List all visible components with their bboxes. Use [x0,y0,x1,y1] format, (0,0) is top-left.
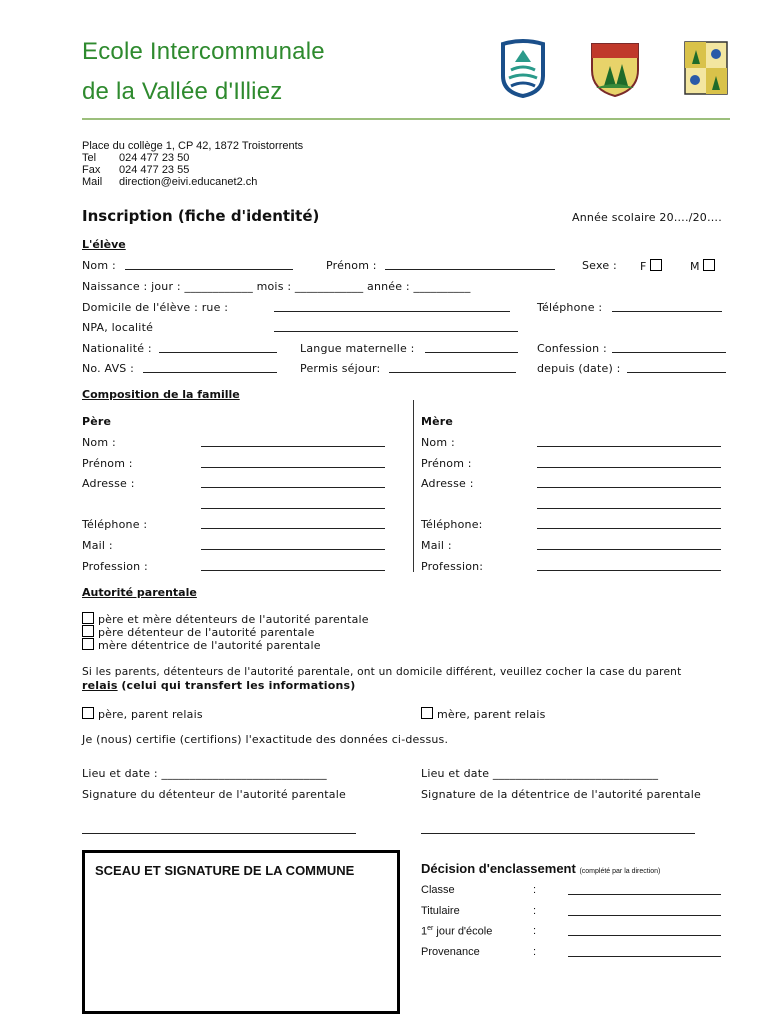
sexe-f[interactable]: F [640,259,666,273]
pere-telephone-label: Téléphone : [82,518,148,531]
nationalite-field[interactable] [159,342,277,353]
provenance-field[interactable] [568,946,721,957]
eleve-prenom-label: Prénom : [326,259,377,272]
npa-field[interactable] [274,321,518,332]
nationalite-label: Nationalité : [82,342,152,355]
titulaire-field[interactable] [568,905,721,916]
tel-label: Tel [82,152,97,164]
classe-field[interactable] [568,884,721,895]
crest-1-icon [590,40,640,98]
sexe-label: Sexe : [582,259,617,272]
pere-prenom-label: Prénom : [82,457,133,470]
certification-text: Je (nous) certifie (certifions) l'exactitude des données ci-dessus. [82,733,449,746]
langue-label: Langue maternelle : [300,342,415,355]
eleve-nom-field[interactable] [125,259,293,270]
avs-field[interactable] [143,362,277,373]
pere-adresse-label: Adresse : [82,477,135,490]
confession-label: Confession : [537,342,607,355]
pere-adresse-field[interactable] [201,477,385,488]
permis-label: Permis séjour: [300,362,381,375]
pere-profession-field[interactable] [201,560,385,571]
autorite-option-3[interactable]: mère détentrice de l'autorité parentale [82,638,321,652]
school-title-line2: de la Vallée d'Illiez [82,78,283,105]
mere-nom-label: Nom : [421,436,455,449]
sexe-f-checkbox[interactable] [650,259,662,271]
premier-jour-colon: : [533,925,537,937]
logo-waves-emblem-icon [497,38,549,98]
domicile-field[interactable] [274,301,510,312]
school-year: Année scolaire 20…./20…. [572,211,722,224]
mere-profession-field[interactable] [537,560,721,571]
pere-mail-label: Mail : [82,539,113,552]
titulaire-label: Titulaire [421,905,460,917]
famille-heading: Composition de la famille [82,388,240,401]
autorite-option-1[interactable]: père et mère détenteurs de l'autorité parentale [82,612,369,626]
sexe-m[interactable]: M [690,259,719,273]
mere-adresse-field-2[interactable] [537,498,721,509]
provenance-label: Provenance [421,946,480,958]
mail-value: direction@eivi.educanet2.ch [119,176,258,188]
crest-2-icon [683,40,729,96]
mere-mail-label: Mail : [421,539,452,552]
lieu-date-1[interactable]: Lieu et date : _____________________________ [82,767,327,780]
famille-divider [413,400,414,572]
premier-jour-field[interactable] [568,925,721,936]
mere-relais-checkbox[interactable] [421,707,433,719]
confession-field[interactable] [612,342,726,353]
mere-heading: Mère [421,415,454,428]
eleve-nom-label: Nom : [82,259,116,272]
mere-prenom-field[interactable] [537,457,721,468]
school-title-line1: Ecole Intercommunale [82,38,325,65]
eleve-telephone-field[interactable] [612,301,722,312]
mail-label: Mail [82,176,103,188]
autorite-option-3-checkbox[interactable] [82,638,94,650]
autorite-option-1-checkbox[interactable] [82,612,94,624]
pere-prenom-field[interactable] [201,457,385,468]
npa-label: NPA, localité [82,321,154,334]
signature-mere-field[interactable] [421,823,695,834]
eleve-heading: L'élève [82,238,126,251]
mere-adresse-label: Adresse : [421,477,474,490]
mere-profession-label: Profession: [421,560,484,573]
provenance-colon: : [533,946,537,958]
mere-telephone-field[interactable] [537,518,721,529]
mere-relais-option[interactable]: mère, parent relais [421,707,546,721]
fax-value: 024 477 23 55 [119,164,190,176]
autorite-heading: Autorité parentale [82,586,197,599]
pere-adresse-field-2[interactable] [201,498,385,509]
naissance-row[interactable]: Naissance : jour : ____________ mois : ____________ année : __________ [82,280,471,293]
signature-pere-field[interactable] [82,823,356,834]
pere-nom-field[interactable] [201,436,385,447]
relais-instruction: Si les parents, détenteurs de l'autorité parentale, ont un domicile différent, veuillez cocher la case du parent [82,666,682,678]
titulaire-colon: : [533,905,537,917]
address: Place du collège 1, CP 42, 1872 Troistorrents [82,140,304,152]
mere-prenom-label: Prénom : [421,457,472,470]
pere-profession-label: Profession : [82,560,148,573]
signature-pere-label: Signature du détenteur de l'autorité parentale [82,788,346,801]
autorite-option-2-checkbox[interactable] [82,625,94,637]
pere-relais-checkbox[interactable] [82,707,94,719]
tel-value: 024 477 23 50 [119,152,190,164]
mere-nom-field[interactable] [537,436,721,447]
fax-label: Fax [82,164,101,176]
lieu-date-2[interactable]: Lieu et date _____________________________ [421,767,659,780]
sceau-label: SCEAU ET SIGNATURE DE LA COMMUNE [95,863,355,878]
classe-colon: : [533,884,537,896]
header-separator [82,118,730,120]
mere-telephone-label: Téléphone: [421,518,483,531]
classe-label: Classe [421,884,455,896]
pere-nom-label: Nom : [82,436,116,449]
eleve-prenom-field[interactable] [385,259,555,270]
mere-mail-field[interactable] [537,539,721,550]
eleve-telephone-label: Téléphone : [537,301,603,314]
domicile-label: Domicile de l'élève : rue : [82,301,229,314]
autorite-option-2[interactable]: père détenteur de l'autorité parentale [82,625,315,639]
langue-field[interactable] [425,342,518,353]
depuis-field[interactable] [627,362,726,373]
sceau-box [82,850,400,1014]
permis-field[interactable] [389,362,516,373]
pere-telephone-field[interactable] [201,518,385,529]
signature-mere-label: Signature de la détentrice de l'autorité parentale [421,788,701,801]
mere-adresse-field[interactable] [537,477,721,488]
relais-note: relais (celui qui transfert les informations) [82,679,356,692]
decision-heading: Décision d'enclassement (complété par la direction) [421,861,661,876]
avs-label: No. AVS : [82,362,135,375]
pere-relais-option[interactable]: père, parent relais [82,707,203,721]
depuis-label: depuis (date) : [537,362,621,375]
form-title: Inscription (fiche d'identité) [82,207,320,225]
pere-mail-field[interactable] [201,539,385,550]
premier-jour-label: 1er jour d'école [421,925,493,938]
sexe-m-checkbox[interactable] [703,259,715,271]
pere-heading: Père [82,415,112,428]
